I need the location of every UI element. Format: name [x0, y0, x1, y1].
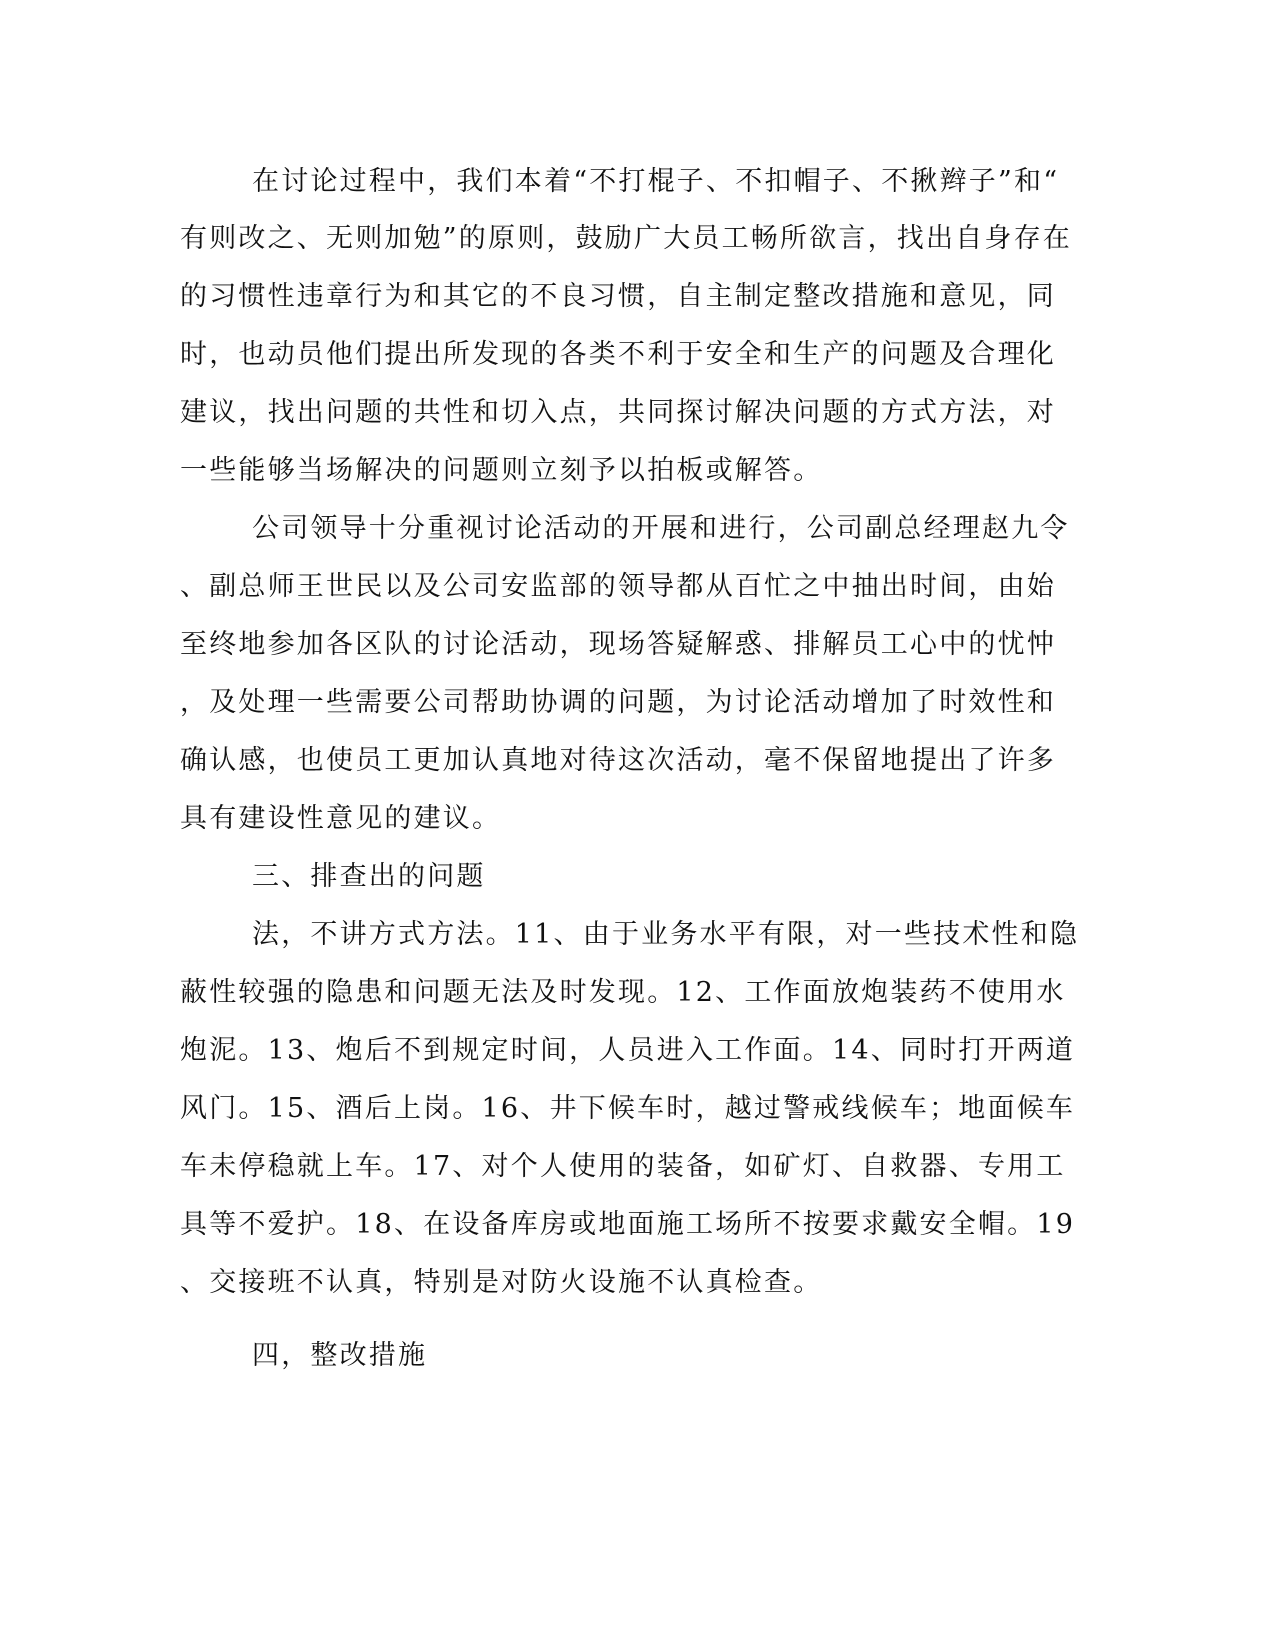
paragraph-2-line-2: 、副总师王世民以及公司安监部的领导都从百忙之中抽出时间，由始 — [180, 571, 1056, 602]
paragraph-2-line-3: 至终地参加各区队的讨论活动，现场答疑解惑、排解员工心中的忧忡 — [180, 629, 1056, 660]
paragraph-2-line-1: 公司领导十分重视讨论活动的开展和进行，公司副总经理赵九令 — [252, 513, 1070, 544]
paragraph-3-line-1: 法，不讲方式方法。11、由于业务水平有限，对一些技术性和隐 — [252, 919, 1080, 950]
paragraph-1-line-5: 建议，找出问题的共性和切入点，共同探讨解决问题的方式方法，对 — [180, 397, 1056, 428]
paragraph-1-line-2: 有则改之、无则加勉”的原则，鼓励广大员工畅所欲言，找出自身存在 — [180, 223, 1073, 254]
paragraph-3-line-5: 车未停稳就上车。17、对个人使用的装备，如矿灯、自救器、专用工 — [180, 1151, 1066, 1182]
paragraph-3-line-6: 具等不爱护。18、在设备库房或地面施工场所不按要求戴安全帽。19 — [180, 1209, 1076, 1240]
paragraph-2-line-6: 具有建设性意见的建议。 — [180, 803, 502, 834]
paragraph-1-line-3: 的习惯性违章行为和其它的不良习惯，自主制定整改措施和意见，同 — [180, 281, 1056, 312]
paragraph-3-line-2: 蔽性较强的隐患和问题无法及时发现。12、工作面放炮装药不使用水 — [180, 977, 1066, 1008]
paragraph-3-line-3: 炮泥。13、炮后不到规定时间，人员进入工作面。14、同时打开两道 — [180, 1035, 1076, 1066]
section-heading-4: 四，整改措施 — [252, 1340, 428, 1371]
section-heading-3: 三、排查出的问题 — [252, 861, 486, 892]
paragraph-1-line-1: 在讨论过程中，我们本着“不打棍子、不扣帽子、不揪辫子”和“ — [252, 166, 1060, 197]
paragraph-2-line-5: 确认感，也使员工更加认真地对待这次活动，毫不保留地提出了许多 — [180, 745, 1056, 776]
paragraph-2-line-4: ，及处理一些需要公司帮助协调的问题，为讨论活动增加了时效性和 — [180, 687, 1056, 718]
paragraph-3-line-7: 、交接班不认真，特别是对防火设施不认真检查。 — [180, 1267, 823, 1298]
paragraph-1-line-6: 一些能够当场解决的问题则立刻予以拍板或解答。 — [180, 455, 823, 486]
paragraph-3-line-4: 风门。15、酒后上岗。16、井下候车时，越过警戒线候车；地面候车 — [180, 1093, 1076, 1124]
paragraph-1-line-4: 时，也动员他们提出所发现的各类不利于安全和生产的问题及合理化 — [180, 339, 1056, 370]
